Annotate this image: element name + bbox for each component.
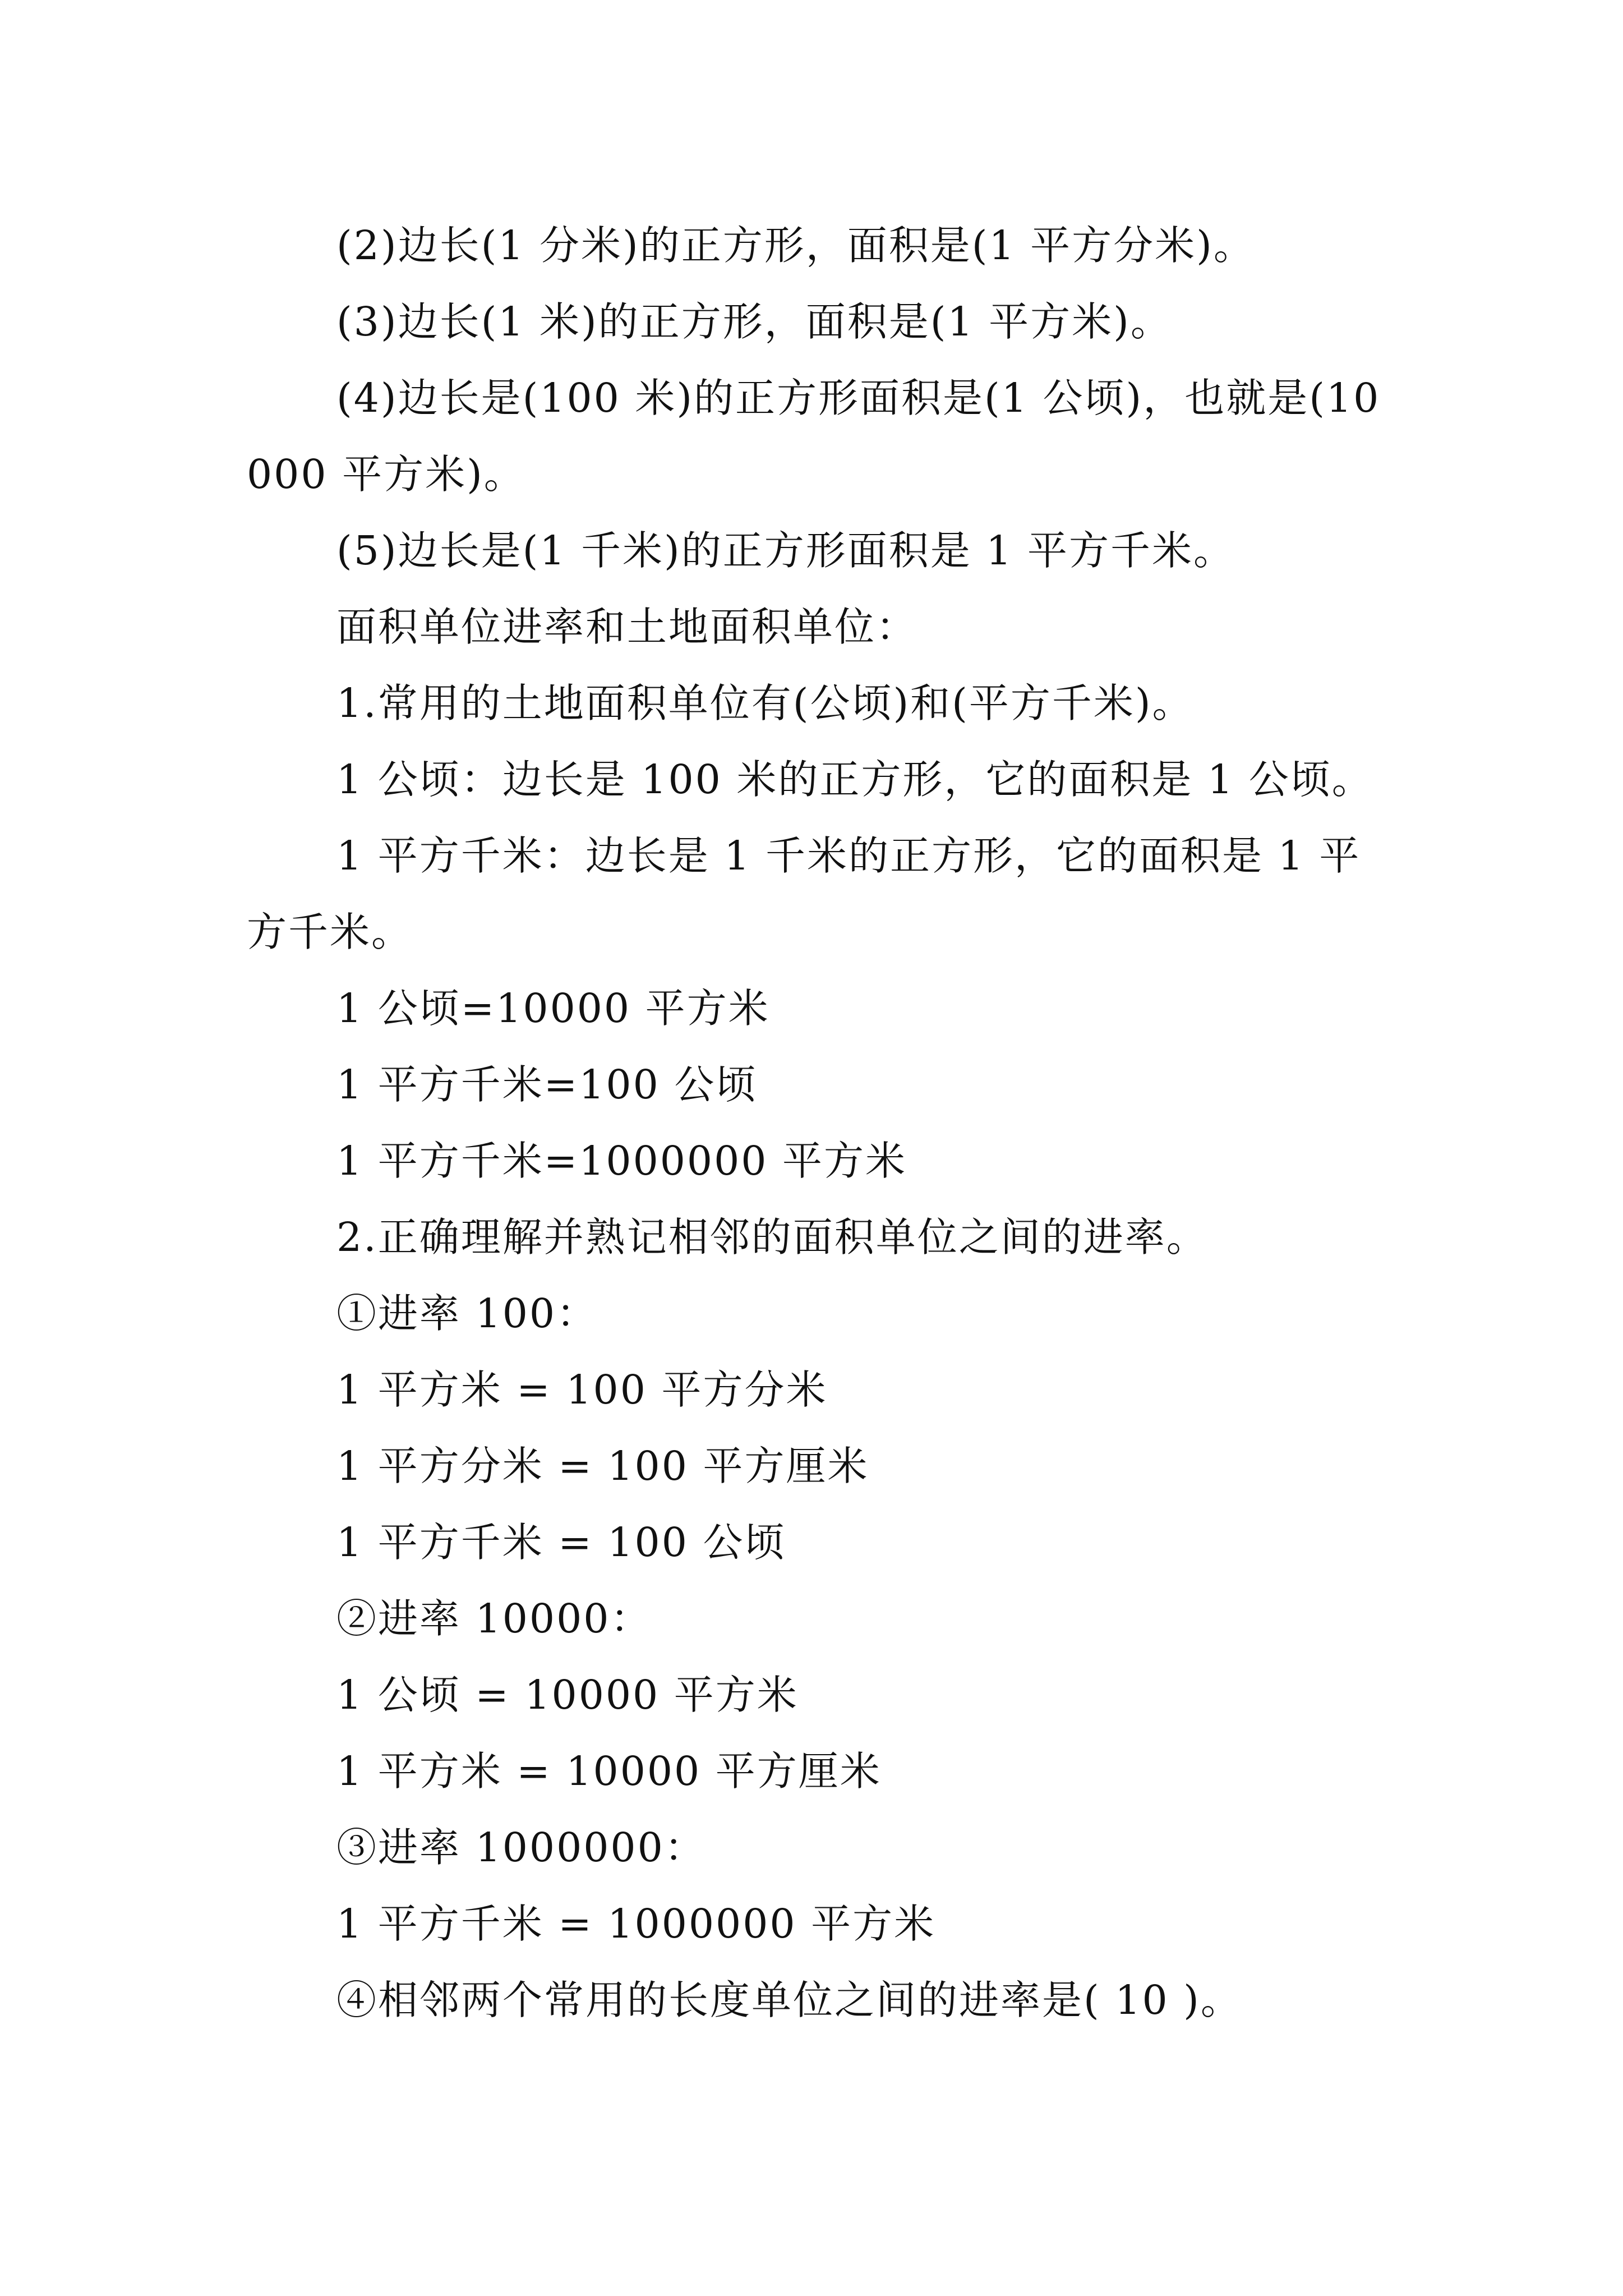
document-body (247, 208, 1385, 2039)
formula-line: 1 平方千米 = 1000000 平方米 (336, 1901, 936, 1947)
paragraph: (2)边长(1 分米)的正方形，面积是(1 平方分米)。 (336, 222, 1255, 269)
formula-line: 1 公顷 = 10000 平方米 (336, 1672, 799, 1718)
rate-heading: ②进率 10000： (336, 1595, 652, 1642)
paragraph: (3)边长(1 米)的正方形，面积是(1 平方米)。 (336, 298, 1172, 345)
rate-heading: ③进率 1000000： (336, 1824, 706, 1871)
formula-line: 1 平方米 = 10000 平方厘米 (336, 1748, 882, 1795)
formula-line: 1 公顷=10000 平方米 (336, 985, 770, 1032)
formula-line: 1 平方米 = 100 平方分米 (336, 1366, 828, 1413)
paragraph: 1.常用的土地面积单位有(公顷)和(平方千米)。 (336, 680, 1194, 726)
formula-line: 1 平方千米=1000000 平方米 (336, 1138, 907, 1184)
paragraph: 1 公顷：边长是 100 米的正方形，它的面积是 1 公顷。 (336, 756, 1373, 803)
paragraph: 1 平方千米：边长是 1 千米的正方形，它的面积是 1 平方千米。 (247, 832, 1361, 955)
paragraph: (4)边长是(100 米)的正方形面积是(1 公顷)，也就是(10000 平方米)。 (247, 375, 1381, 498)
rate-heading: ①进率 100： (336, 1290, 598, 1337)
paragraph: ④相邻两个常用的长度单位之间的进率是( 10 )。 (336, 1977, 1242, 2023)
formula-line: 1 平方分米 = 100 平方厘米 (336, 1443, 869, 1489)
section-heading: 面积单位进率和土地面积单位： (336, 604, 918, 650)
paragraph: (5)边长是(1 千米)的正方形面积是 1 平方千米。 (336, 527, 1235, 574)
formula-line: 1 平方千米 = 100 公顷 (336, 1519, 786, 1566)
paragraph: 2.正确理解并熟记相邻的面积单位之间的进率。 (336, 1214, 1208, 1260)
formula-line: 1 平方千米=100 公顷 (336, 1061, 758, 1108)
